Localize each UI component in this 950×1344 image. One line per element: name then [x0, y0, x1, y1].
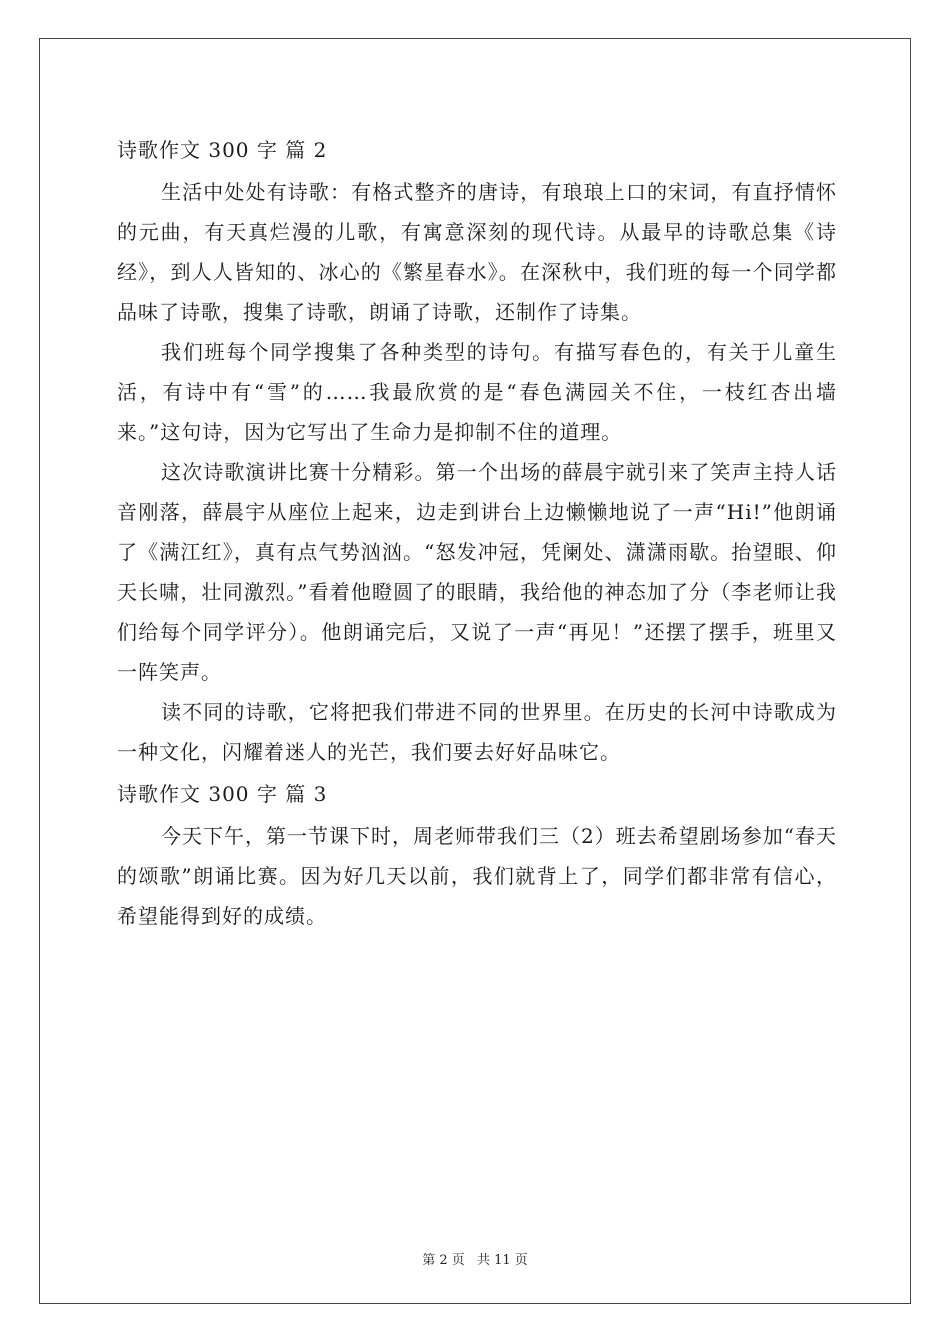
page-footer — [0, 1249, 950, 1268]
paragraph: 读不同的诗歌，它将把我们带进不同的世界里。在历史的长河中诗歌成为一种文化，闪耀着迷人的光芒，我们要去好好品味它。 — [117, 700, 837, 764]
document-body — [117, 128, 837, 936]
paragraph: 我们班每个同学搜集了各种类型的诗句。有描写春色的，有关于儿童生活，有诗中有“雪”的……我最欣赏的是“春色满园关不住，一枝红杏出墙来。”这句诗，因为它写出了生命力是抑制不住的道理。 — [117, 340, 837, 444]
section-heading: 诗歌作文 300 字 篇 2 — [117, 138, 328, 162]
page-total: 共 11 页 — [476, 1253, 528, 1268]
paragraph: 今天下午，第一节课下时，周老师带我们三（2）班去希望剧场参加“春天的颂歌”朗诵比赛。因为好几天以前，我们就背上了，同学们都非常有信心，希望能得到好的成绩。 — [117, 824, 837, 928]
paragraph: 生活中处处有诗歌：有格式整齐的唐诗，有琅琅上口的宋词，有直抒情怀的元曲，有天真烂漫的儿歌，有寓意深刻的现代诗。从最早的诗歌总集《诗经》，到人人皆知的、冰心的《繁星春水》。在深秋中，我们班的每一个同学都品味了诗歌，搜集了诗歌，朗诵了诗歌，还制作了诗集。 — [117, 180, 837, 324]
section-heading: 诗歌作文 300 字 篇 3 — [117, 782, 328, 806]
page-number: 第 2 页 — [422, 1253, 465, 1268]
paragraph: 这次诗歌演讲比赛十分精彩。第一个出场的薛晨宇就引来了笑声主持人话音刚落，薛晨宇从座位上起来，边走到讲台上边懒懒地说了一声“Hi!”他朗诵了《满江红》，真有点气势汹汹。“怒发冲冠，凭阑处、潇潇雨歇。抬望眼、仰天长啸，壮同激烈。”看着他瞪圆了的眼睛，我给他的神态加了分（李老师让我们给每个同学评分）。他朗诵完后，又说了一声“再见！”还摆了摆手，班里又一阵笑声。 — [117, 460, 837, 684]
